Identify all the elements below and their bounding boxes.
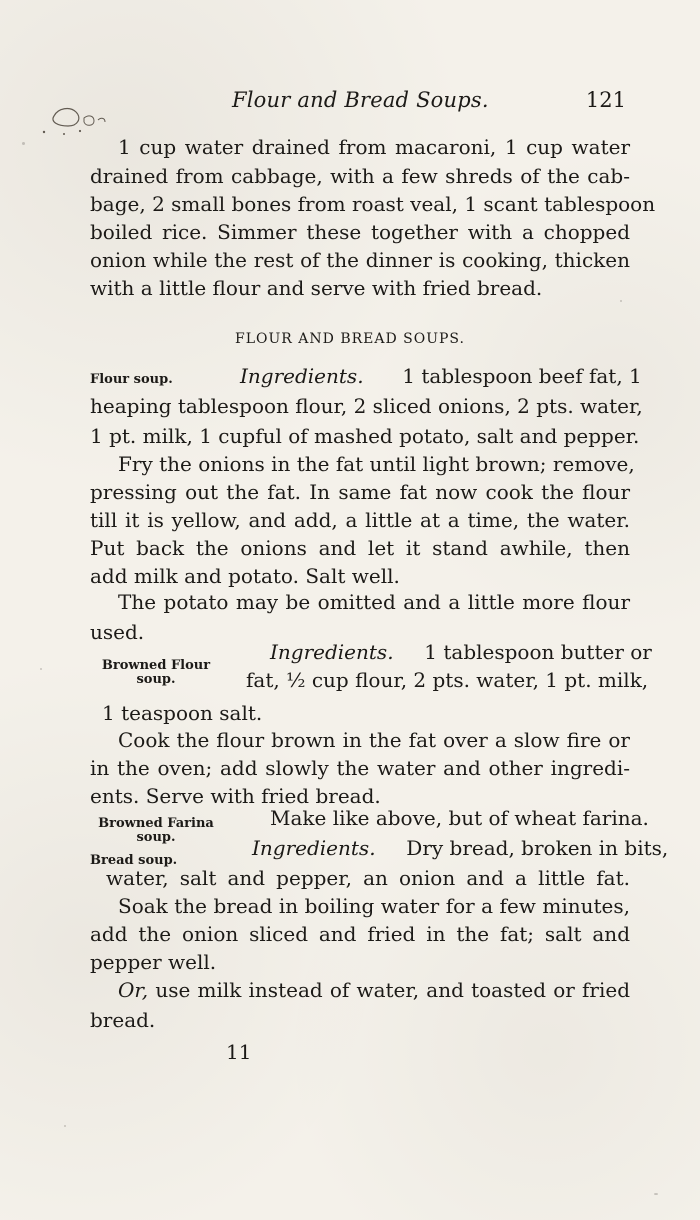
sidenote-browned-farina [90,817,222,846]
scan-speck [64,1125,66,1127]
flour-method-line-1: Fry the onions in the fat until light brown; remove, [118,452,635,476]
flour-ingredients-line-1 [240,364,642,388]
intro-line-4: boiled rice. Simmer these together with a chopped [90,220,630,244]
bread-or-line-2: bread. [90,1008,156,1032]
ingredients-label: Ingredients. [240,364,364,388]
scan-speck [40,668,42,670]
flour-ingredients-line-2: heaping tablespoon flour, 2 sliced onions, 2 pts. water, [90,394,643,418]
browned-farina-text: Make like above, but of wheat farina. [270,806,649,830]
ingredients-label: Ingredients. [252,836,376,860]
ingredients-label: Ingredients. [270,640,394,664]
browned-flour-ingredients-line-3: 1 teaspoon salt. [102,701,263,725]
intro-line-2: drained from cabbage, with a few shreds of the cab- [90,164,630,188]
bread-method-line-3: pepper well. [90,950,217,974]
intro-line-5: onion while the rest of the dinner is cooking, thicken [90,248,630,272]
flour-ingredients-text-1: 1 tablespoon beef fat, 1 [402,364,642,388]
running-title: Flour and Bread Soups. [232,88,489,112]
bread-method-line-2: add the onion sliced and fried in the fat; salt and [90,922,630,946]
scan-speck [22,142,25,145]
scan-speck [654,1193,658,1195]
sidenote-browned-flour-line-2: soup. [136,672,176,688]
browned-flour-method-line-3: ents. Serve with fried bread. [90,784,381,808]
sidenote-browned-flour [90,659,222,688]
flour-note-line-1: The potato may be omitted and a little more flour [118,590,630,614]
sidenote-browned-farina-line-2: soup. [136,830,176,846]
bread-ingredients-line-2: water, salt and pepper, an onion and a little fat. [106,866,630,890]
intro-line-1: 1 cup water drained from macaroni, 1 cup water [118,135,630,159]
bread-ingredients-text-1: Dry bread, broken in bits, [406,836,669,860]
scan-speck [620,300,622,302]
intro-line-3: bage, 2 small bones from roast veal, 1 scant tablespoon [90,192,656,216]
ink-stain-icon [36,98,126,143]
sidenote-flour-soup: Flour soup. [90,372,173,387]
sidenote-browned-farina-line-1: Browned Farina [98,816,214,831]
signature-mark: 11 [226,1040,252,1064]
browned-flour-ingredients-text-1: 1 tablespoon butter or [424,640,652,664]
flour-ingredients-line-3: 1 pt. milk, 1 cupful of mashed potato, salt and pepper. [90,424,640,448]
or-text: use milk instead of water, and toasted or fried [155,978,630,1002]
section-heading: FLOUR AND BREAD SOUPS. [235,331,465,347]
bread-method-line-1: Soak the bread in boiling water for a few minutes, [118,894,630,918]
browned-flour-method-line-1: Cook the flour brown in the fat over a slow fire or [118,728,630,752]
bread-or-line-1 [118,980,630,1002]
or-label: Or, [118,978,149,1002]
flour-method-line-5: add milk and potato. Salt well. [90,564,400,588]
browned-flour-ingredients-line-2: fat, ½ cup flour, 2 pts. water, 1 pt. milk, [246,668,649,692]
sidenote-browned-flour-line-1: Browned Flour [101,658,211,673]
bread-ingredients-line-1 [252,836,669,860]
flour-method-line-4: Put back the onions and let it stand awhile, then [90,536,630,560]
page-number: 121 [585,88,626,112]
flour-method-line-2: pressing out the fat. In same fat now cook the flour [90,480,630,504]
browned-flour-ingredients-line-1 [270,640,652,664]
flour-note-line-2: used. [90,620,145,644]
browned-flour-method-line-2: in the oven; add slowly the water and other ingredi- [90,756,630,780]
flour-method-line-3: till it is yellow, and add, a little at a time, the water. [90,508,630,532]
sidenote-bread-soup: Bread soup. [90,853,178,868]
intro-line-6: with a little flour and serve with fried bread. [90,276,543,300]
